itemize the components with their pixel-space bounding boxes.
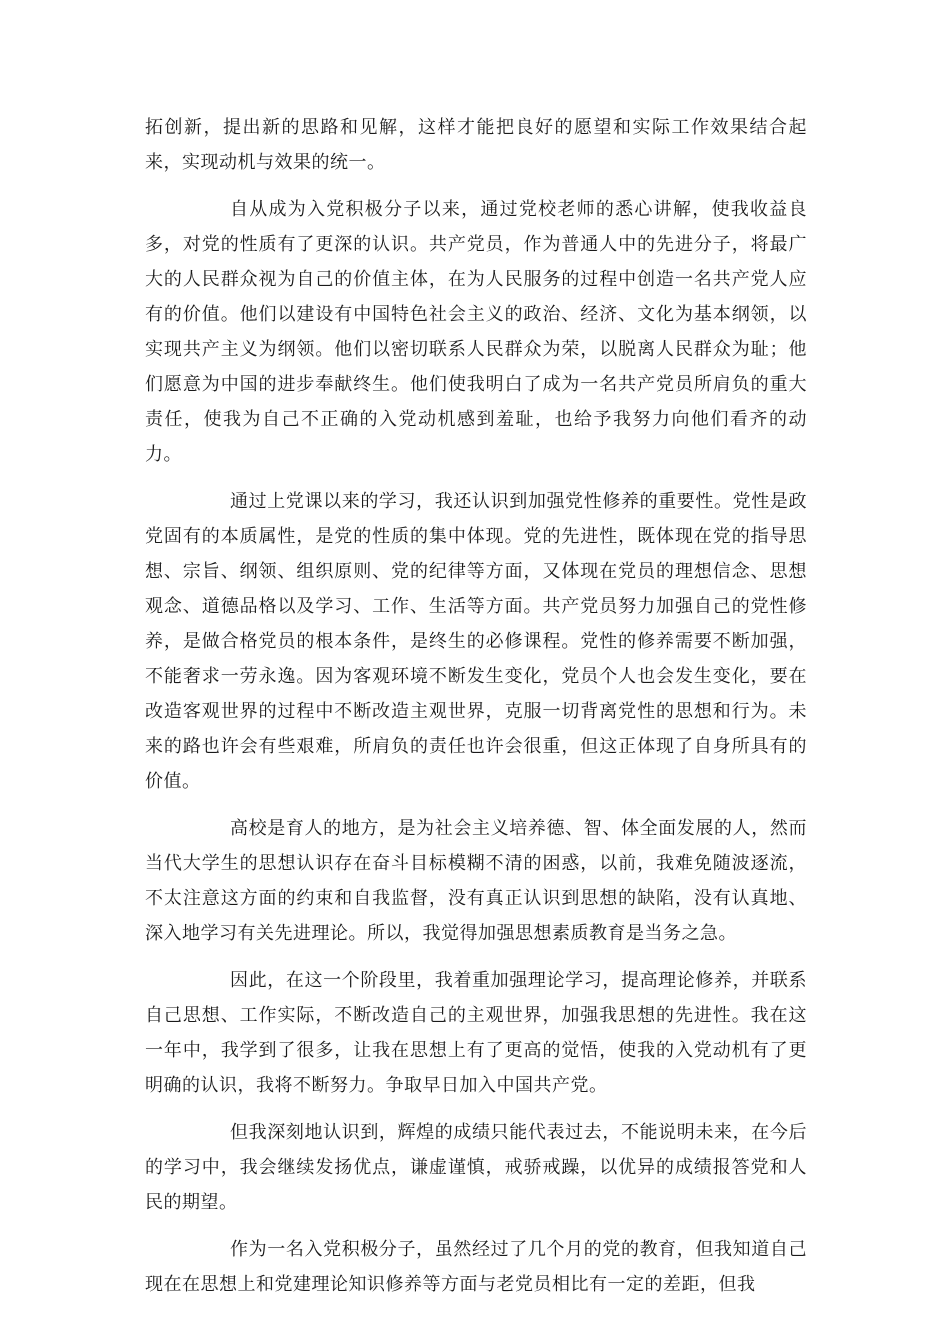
paragraph-party-nature: 自从成为入党积极分子以来，通过党校老师的悉心讲解，使我收益良多，对党的性质有了更深的认识。共产党员，作为普通人中的先进分子，将最广大的人民群众视为自己的价值主体，在为人民服务的过程中创造一名共产党人应有的价值。他们以建设有中国特色社会主义的政治、经济、文化为基本纲领，以实现共产主义为纲领。他们以密切联系人民群众为荣，以脱离人民群众为耻；他们愿意为中国的进步奉献终生。他们使我明白了成为一名共产党员所肩负的重大责任，使我为自己不正确的入党动机感到羞耻，也给予我努力向他们看齐的动力。 — [145, 199, 807, 465]
paragraph-continuation: 拓创新，提出新的思路和见解，这样才能把良好的愿望和实际工作效果结合起来，实现动机与效果的统一。 — [145, 117, 807, 173]
paragraph-party-spirit: 通过上党课以来的学习，我还认识到加强党性修养的重要性。党性是政党固有的本质属性，是党的性质的集中体现。党的先进性，既体现在党的指导思想、宗旨、纲领、组织原则、党的纪律等方面，又体现在党员的理想信念、思想观念、道德品格以及学习、工作、生活等方面。共产党员努力加强自己的党性修养，是做合格党员的根本条件，是终生的必修课程。党性的修养需要不断加强，不能奢求一劳永逸。因为客观环境不断发生变化，党员个人也会发生变化，要在改造客观世界的过程中不断改造主观世界，克服一切背离党性的思想和行为。未来的路也许会有些艰难，所肩负的责任也许会很重，但这正体现了自身所具有的价值。 — [145, 491, 807, 792]
document-body — [145, 110, 807, 1314]
paragraph-activist: 作为一名入党积极分子，虽然经过了几个月的党的教育，但我知道自己现在在思想上和党建理论知识修养等方面与老党员相比有一定的差距，但我 — [145, 1239, 807, 1295]
paragraph-university: 高校是育人的地方，是为社会主义培养德、智、体全面发展的人，然而当代大学生的思想认识存在奋斗目标模糊不清的困惑，以前，我难免随波逐流，不太注意这方面的约束和自我监督，没有真正认识到思想的缺陷，没有认真地、深入地学习有关先进理论。所以，我觉得加强思想素质教育是当务之急。 — [145, 818, 807, 944]
paragraph-theory-study: 因此，在这一个阶段里，我着重加强理论学习，提高理论修养，并联系自己思想、工作实际，不断改造自己的主观世界，加强我思想的先进性。我在这一年中，我学到了很多，让我在思想上有了更高的觉悟，使我的入党动机有了更明确的认识，我将不断努力。争取早日加入中国共产党。 — [145, 970, 807, 1096]
paragraph-future: 但我深刻地认识到，辉煌的成绩只能代表过去，不能说明未来，在今后的学习中，我会继续发扬优点，谦虚谨慎，戒骄戒躁，以优异的成绩报答党和人民的期望。 — [145, 1122, 807, 1213]
